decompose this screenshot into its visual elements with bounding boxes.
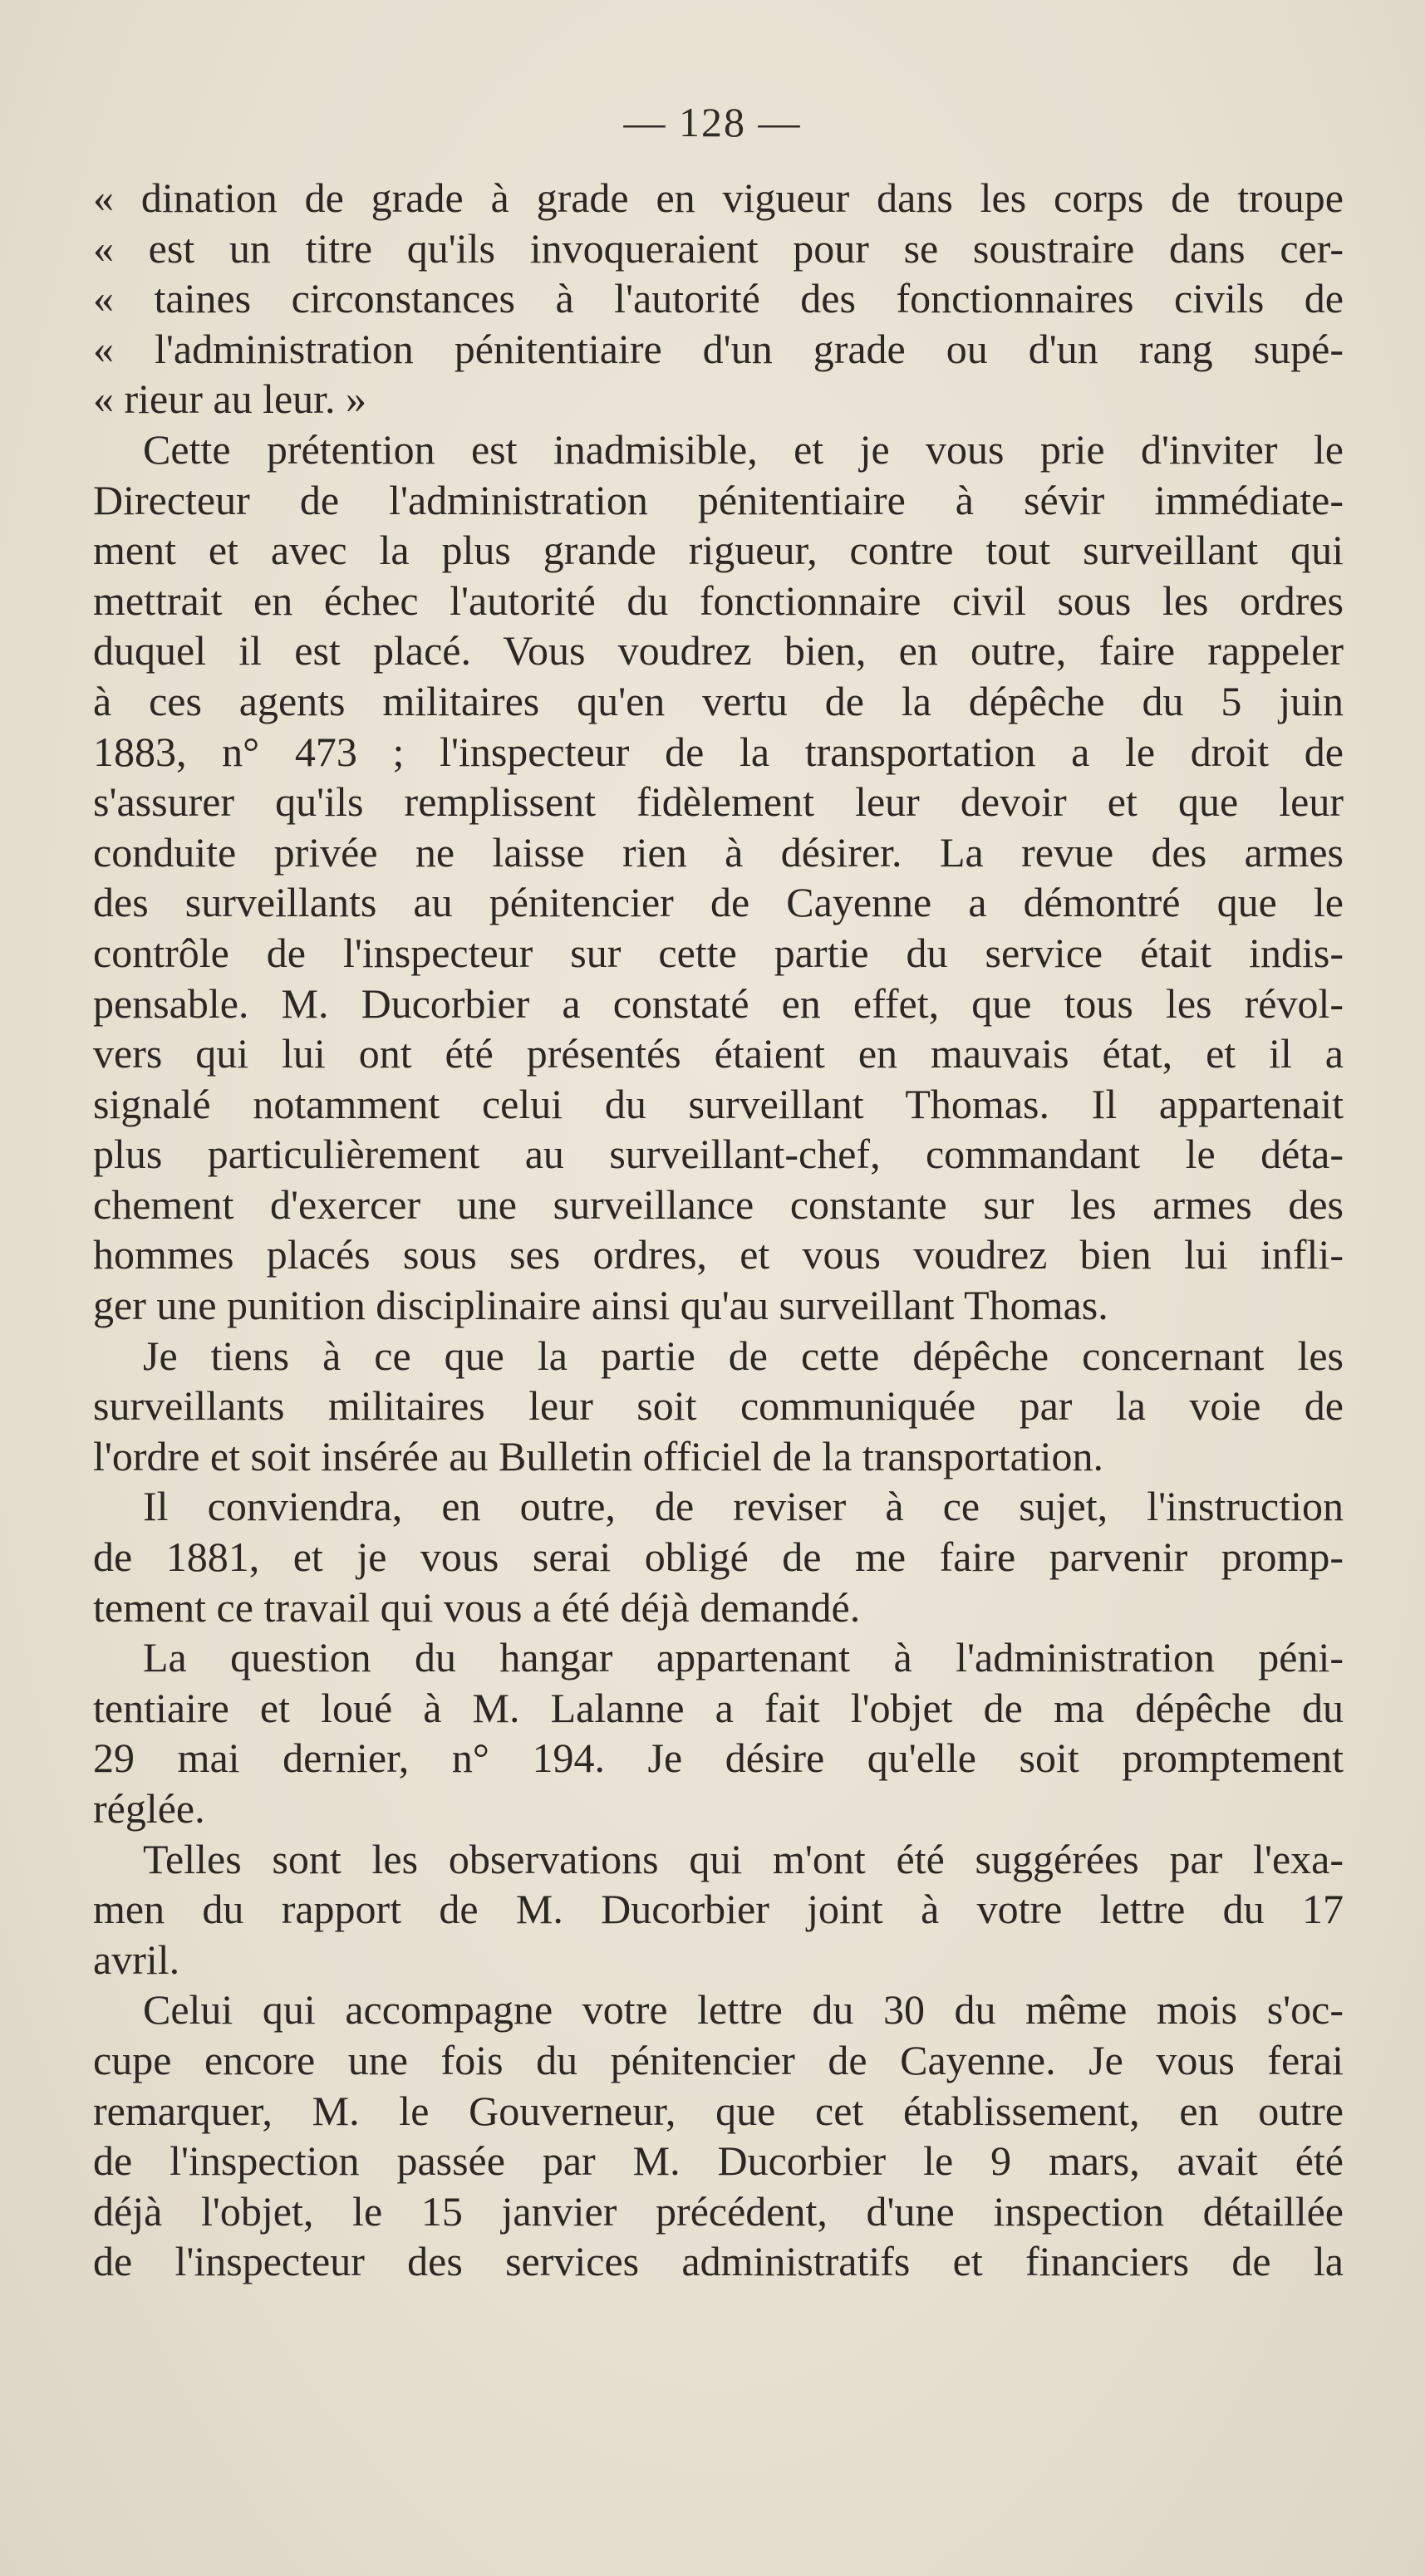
text-line: Directeur de l'administration pénitentiaire à sévir immédiate-	[93, 476, 1344, 523]
text-line: contrôle de l'inspecteur sur cette partie du service était indis-	[93, 929, 1344, 976]
text-line: vers qui lui ont été présentés étaient en mauvais état, et il a	[93, 1030, 1344, 1077]
text-line: signalé notamment celui du surveillant Thomas. Il appartenait	[93, 1080, 1344, 1127]
text-line: des surveillants au pénitencier de Cayenne a démontré que le	[93, 879, 1344, 926]
text-line: chement d'exercer une surveillance constante sur les armes des	[93, 1180, 1344, 1228]
text-line: de l'inspecteur des services administratifs et financiers de la	[93, 2238, 1344, 2285]
text-line: remarquer, M. le Gouverneur, que cet établissement, en outre	[93, 2087, 1344, 2134]
text-line: s'assurer qu'ils remplissent fidèlement leur devoir et que leur	[93, 778, 1344, 826]
text-line: La question du hangar appartenant à l'administration péni-	[143, 1634, 1344, 1681]
text-line: « rieur au leur. »	[93, 375, 367, 423]
text-line: Celui qui accompagne votre lettre du 30 du même mois s'oc-	[143, 1986, 1344, 2034]
text-line: ger une punition disciplinaire ainsi qu'au surveillant Thomas.	[93, 1282, 1108, 1329]
text-line: Telles sont les observations qui m'ont été suggérées par l'exa-	[143, 1835, 1344, 1882]
text-line: mettrait en échec l'autorité du fonctionnaire civil sous les ordres	[93, 577, 1344, 624]
text-line: Cette prétention est inadmisible, et je vous prie d'inviter le	[143, 425, 1344, 473]
text-line: « taines circonstances à l'autorité des fonctionnaires civils de	[93, 275, 1344, 322]
text-line: « dination de grade à grade en vigueur dans les corps de troupe	[93, 174, 1344, 221]
text-line: tentiaire et loué à M. Lalanne a fait l'objet de ma dépêche du	[93, 1684, 1344, 1731]
text-line: 29 mai dernier, n° 194. Je désire qu'elle soit promptement	[93, 1735, 1344, 1782]
page-number: — 128 —	[623, 99, 802, 145]
text-line: « est un titre qu'ils invoqueraient pour se soustraire dans cer-	[93, 224, 1344, 272]
text-line: Il conviendra, en outre, de reviser à ce sujet, l'instruction	[143, 1483, 1344, 1530]
text-line: conduite privée ne laisse rien à désirer. La revue des armes	[93, 828, 1344, 876]
text-line: duquel il est placé. Vous voudrez bien, en outre, faire rappeler	[93, 627, 1344, 675]
text-line: de l'inspection passée par M. Ducorbier le 9 mars, avait été	[93, 2137, 1344, 2185]
text-line: de 1881, et je vous serai obligé de me faire parvenir promp-	[93, 1533, 1344, 1581]
text-line: ment et avec la plus grande rigueur, contre tout surveillant qui	[93, 527, 1344, 574]
text-line: 1883, n° 473 ; l'inspecteur de la transportation a le droit de	[93, 728, 1344, 775]
body-text	[93, 173, 1344, 2287]
text-line: tement ce travail qui vous a été déjà demandé.	[93, 1583, 861, 1631]
text-line: plus particulièrement au surveillant-chef, commandant le déta-	[93, 1131, 1344, 1178]
text-line: men du rapport de M. Ducorbier joint à votre lettre du 17	[93, 1886, 1344, 1933]
text-line: hommes placés sous ses ordres, et vous voudrez bien lui infli-	[93, 1231, 1344, 1278]
text-line: pensable. M. Ducorbier a constaté en effet, que tous les révol-	[93, 979, 1344, 1027]
text-line: l'ordre et soit insérée au Bulletin officiel de la transportation.	[93, 1432, 1104, 1479]
text-line: déjà l'objet, le 15 janvier précédent, d'une inspection détaillée	[93, 2187, 1344, 2235]
text-line: réglée.	[93, 1785, 205, 1832]
text-line: à ces agents militaires qu'en vertu de la dépêche du 5 juin	[93, 677, 1344, 724]
text-line: Je tiens à ce que la partie de cette dépêche concernant les	[143, 1332, 1344, 1379]
text-line: « l'administration pénitentiaire d'un grade ou d'un rang supé-	[93, 325, 1344, 372]
text-line: surveillants militaires leur soit communiquée par la voie de	[93, 1382, 1344, 1430]
text-line: cupe encore une fois du pénitencier de Cayenne. Je vous ferai	[93, 2036, 1344, 2083]
text-line: avril.	[93, 1936, 180, 1983]
